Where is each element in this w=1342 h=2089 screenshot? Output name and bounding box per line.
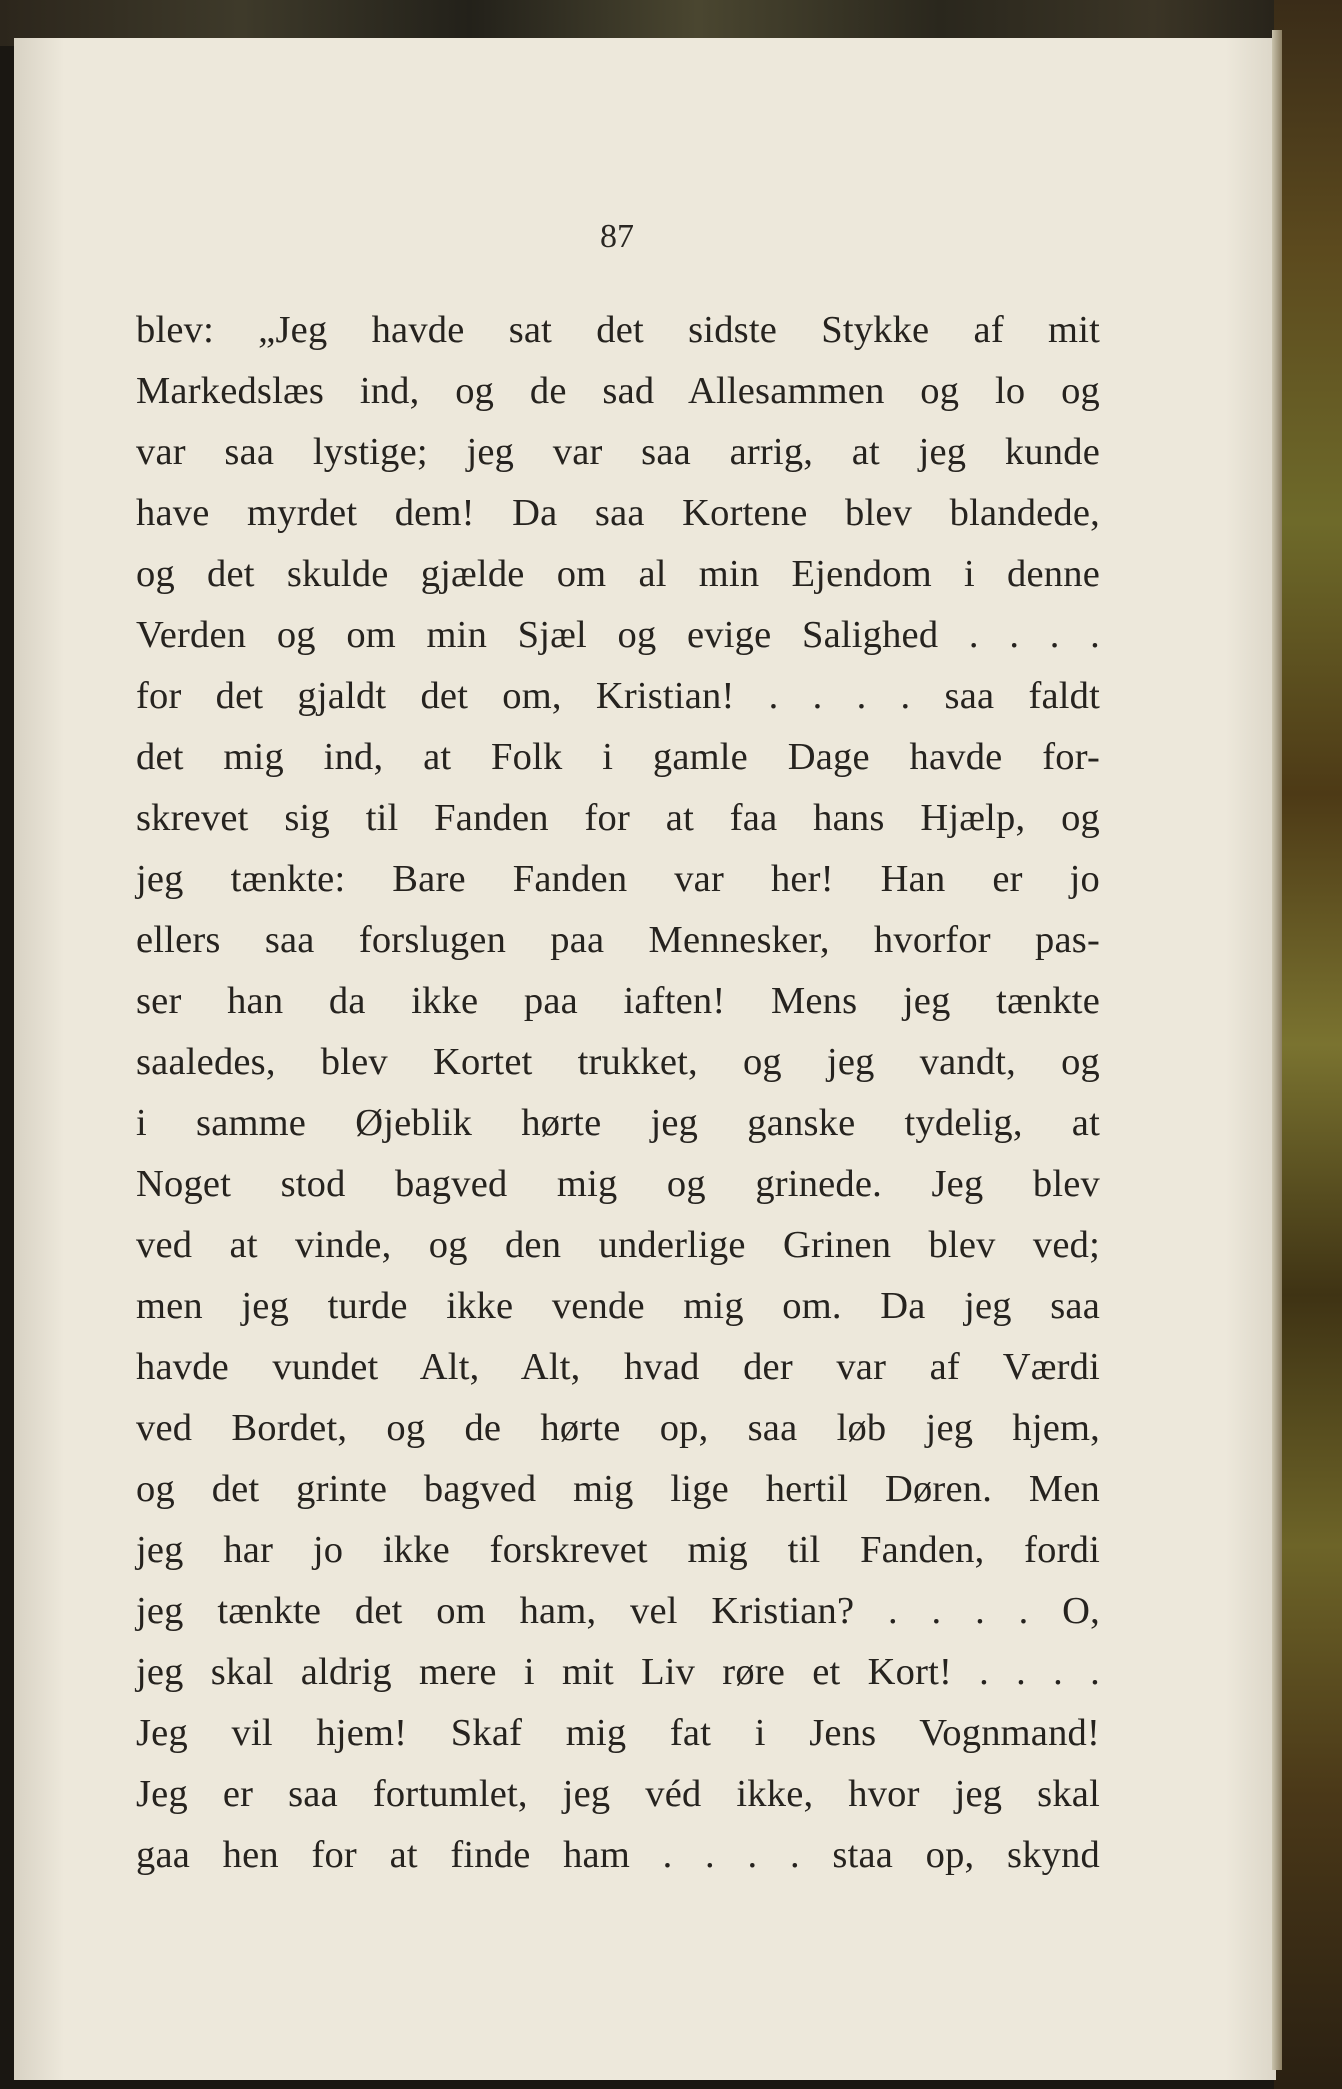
text-line: jeg har jo ikke forskrevet mig til Fanden, fordi: [136, 1529, 1100, 1571]
text-line: og det skulde gjælde om al min Ejendom i denne: [136, 553, 1100, 595]
text-line: skrevet sig til Fanden for at faa hans Hjælp, og: [136, 797, 1100, 839]
text-line: var saa lystige; jeg var saa arrig, at jeg kunde: [136, 431, 1100, 473]
text-line: ser han da ikke paa iaften! Mens jeg tænkte: [136, 980, 1100, 1022]
text-line: havde vundet Alt, Alt, hvad der var af Værdi: [136, 1346, 1100, 1388]
book-cover-right-edge: [1274, 0, 1342, 2089]
text-line: jeg skal aldrig mere i mit Liv røre et Kort! . . . .: [136, 1651, 1100, 1693]
text-line: blev: „Jeg havde sat det sidste Stykke af mit: [136, 309, 1100, 351]
text-line: Noget stod bagved mig og grinede. Jeg blev: [136, 1163, 1100, 1205]
page-paper: [14, 38, 1276, 2080]
text-line: det mig ind, at Folk i gamle Dage havde for-: [136, 736, 1100, 778]
text-line: Jeg vil hjem! Skaf mig fat i Jens Vognmand!: [136, 1712, 1100, 1754]
page-edge-shadow: [1272, 30, 1282, 2070]
text-line: gaa hen for at finde ham . . . . staa op, skynd: [136, 1834, 1100, 1876]
text-line: men jeg turde ikke vende mig om. Da jeg saa: [136, 1285, 1100, 1327]
body-text: [136, 300, 1100, 1886]
text-line: og det grinte bagved mig lige hertil Døren. Men: [136, 1468, 1100, 1510]
text-line: ved at vinde, og den underlige Grinen blev ved;: [136, 1224, 1100, 1266]
text-line: jeg tænkte: Bare Fanden var her! Han er jo: [136, 858, 1100, 900]
text-line: i samme Øjeblik hørte jeg ganske tydelig, at: [136, 1102, 1100, 1144]
text-line: saaledes, blev Kortet trukket, og jeg vandt, og: [136, 1041, 1100, 1083]
text-line: ellers saa forslugen paa Mennesker, hvorfor pas-: [136, 919, 1100, 961]
text-line: Verden og om min Sjæl og evige Salighed . . . .: [136, 614, 1100, 656]
text-line: have myrdet dem! Da saa Kortene blev blandede,: [136, 492, 1100, 534]
text-line: Markedslæs ind, og de sad Allesammen og lo og: [136, 370, 1100, 412]
text-line: for det gjaldt det om, Kristian! . . . . saa faldt: [136, 675, 1100, 717]
page-number: 87: [600, 218, 634, 255]
text-line: ved Bordet, og de hørte op, saa løb jeg hjem,: [136, 1407, 1100, 1449]
text-line: jeg tænkte det om ham, vel Kristian? . . . . O,: [136, 1590, 1100, 1632]
text-line: Jeg er saa fortumlet, jeg véd ikke, hvor jeg skal: [136, 1773, 1100, 1815]
